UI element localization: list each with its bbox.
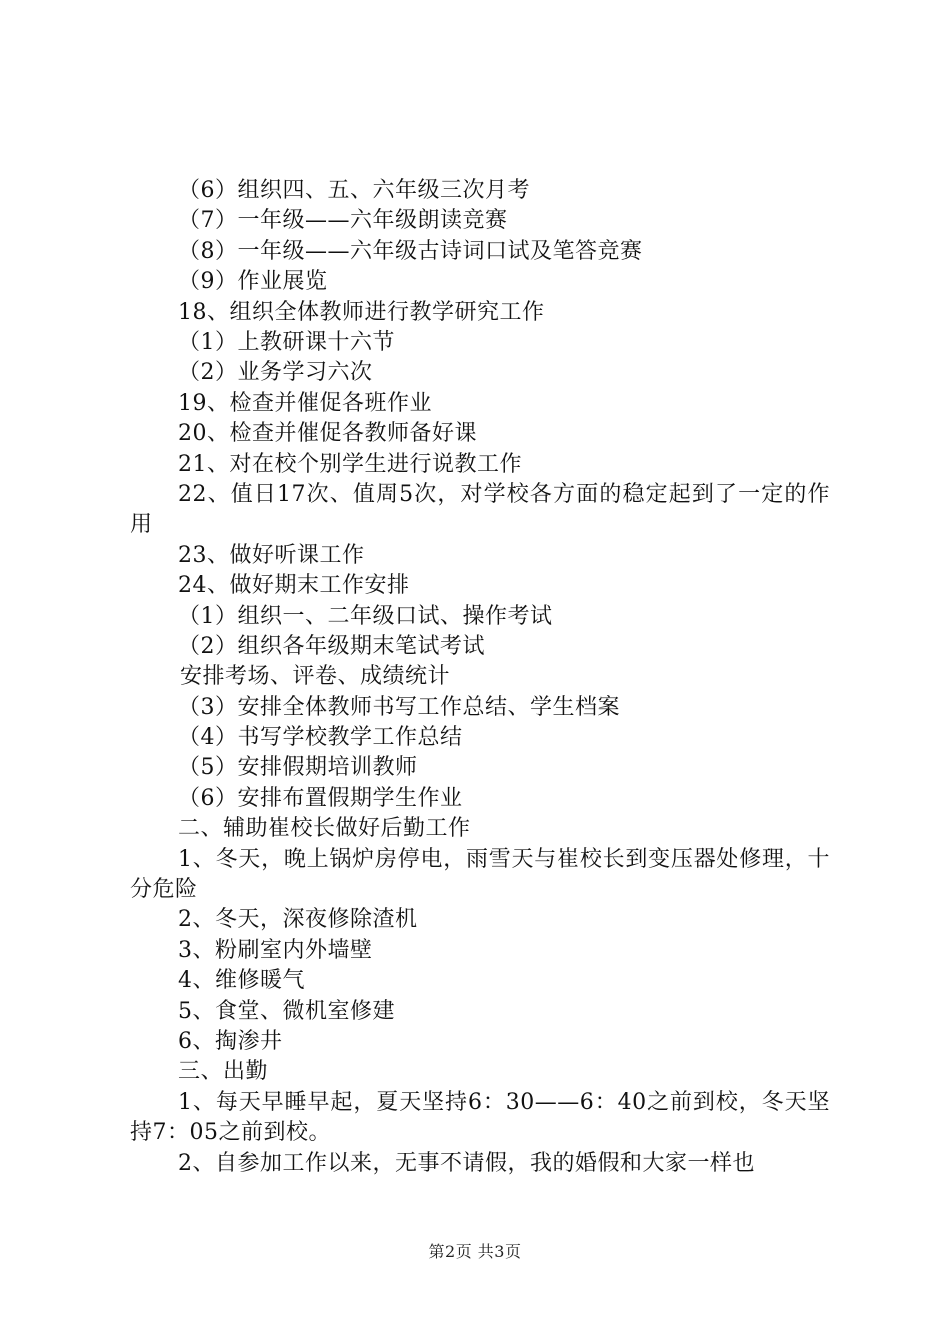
text-line: 4、维修暖气 [178,968,305,994]
text-line: 18、组织全体教师进行教学研究工作 [178,299,545,325]
text-line: （9）作业展览 [178,269,328,295]
text-line: （8）一年级——六年级古诗词口试及笔答竞赛 [178,238,643,264]
text-line: 安排考场、评卷、成绩统计 [180,664,451,690]
page-number-footer: 第2页 共3页 [428,1242,522,1261]
text-paragraph: 1、冬天，晚上锅炉房停电，雨雪天与崔校长到变压器处修理，十分危险 [130,846,830,903]
text-line: 20、检查并催促各教师备好课 [178,421,477,447]
text-line: （1）上教研课十六节 [178,329,395,355]
text-line: （7）一年级——六年级朗读竞赛 [178,208,508,234]
section-heading: 二、辅助崔校长做好后勤工作 [178,816,471,842]
text-line: 5、食堂、微机室修建 [178,998,395,1024]
text-paragraph: 1、每天早睡早起，夏天坚持6：30——6：40之前到校，冬天坚持7：05之前到校。 [130,1089,830,1146]
text-paragraph: 2、自参加工作以来，无事不请假，我的婚假和大家一样也 [178,1150,755,1176]
text-line: （2）组织各年级期末笔试考试 [178,633,485,659]
text-line: 2、冬天，深夜修除渣机 [178,907,418,933]
text-line: （6）安排布置假期学生作业 [178,785,463,811]
text-line: （5）安排假期培训教师 [178,755,418,781]
document-body [130,176,830,1179]
text-line: 6、掏渗井 [178,1029,283,1054]
text-line: 21、对在校个别学生进行说教工作 [178,451,522,477]
text-line: （4）书写学校教学工作总结 [178,725,463,751]
text-line: 24、做好期末工作安排 [178,573,410,599]
text-line: （1）组织一、二年级口试、操作考试 [178,603,553,629]
text-line: （6）组织四、五、六年级三次月考 [178,178,530,203]
text-line: （2）业务学习六次 [178,360,373,386]
section-heading: 三、出勤 [178,1059,269,1085]
text-line: （3）安排全体教师书写工作总结、学生档案 [178,694,620,720]
text-line: 3、粉刷室内外墙壁 [178,937,373,963]
text-line: 23、做好听课工作 [178,542,365,568]
text-paragraph: 22、值日17次、值周5次，对学校各方面的稳定起到了一定的作用 [130,481,830,538]
text-line: 19、检查并催促各班作业 [178,390,432,416]
